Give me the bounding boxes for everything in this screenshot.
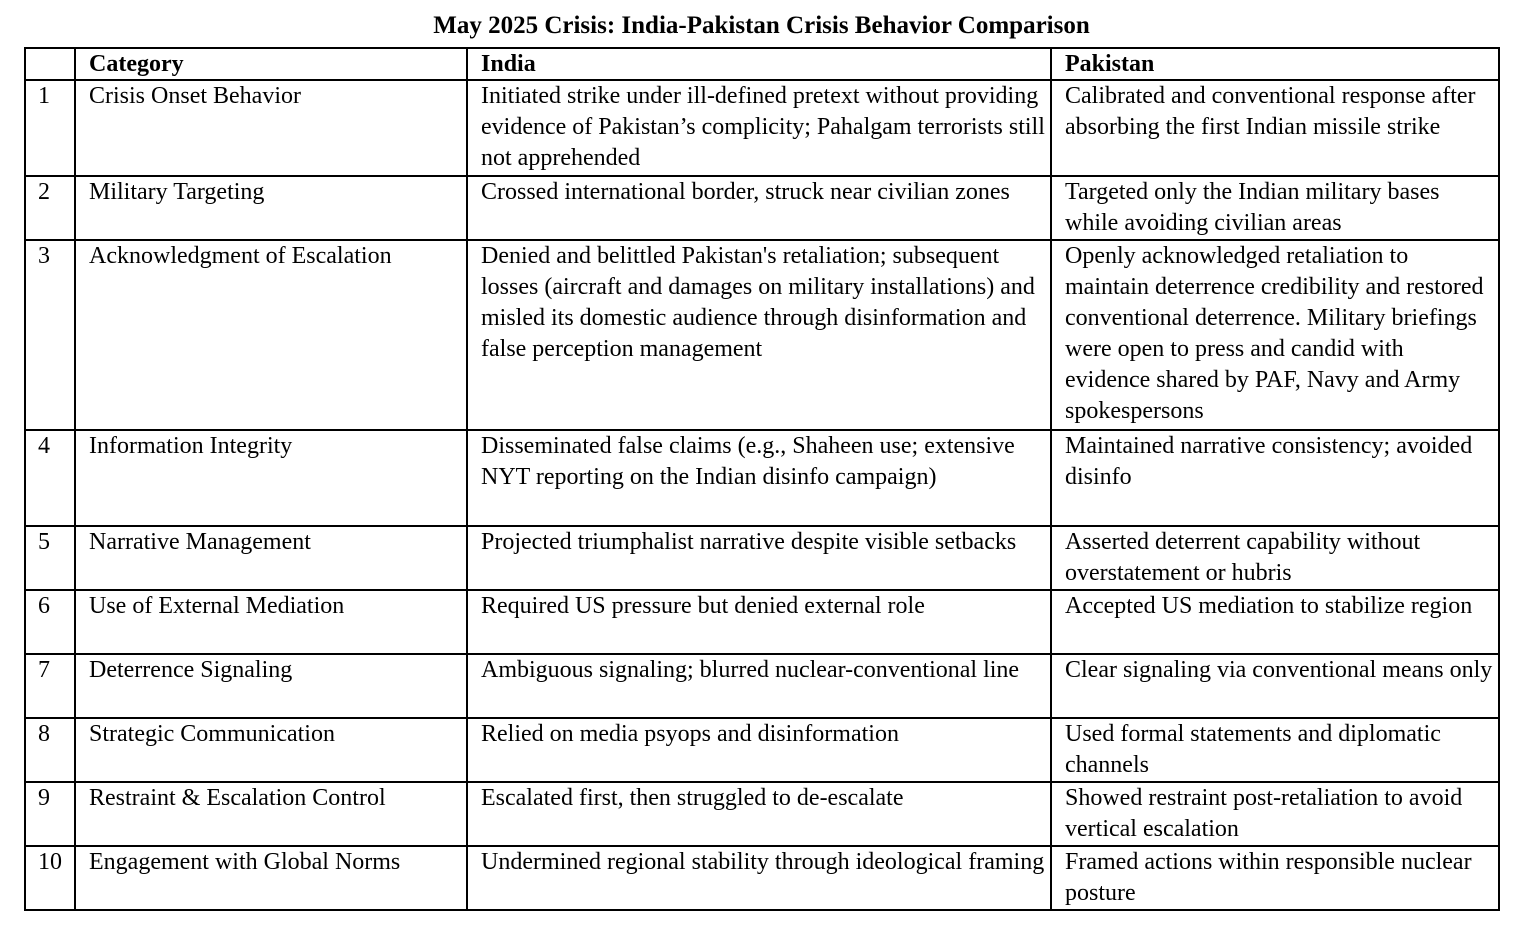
- row-number: 6: [25, 590, 75, 654]
- row-number: 5: [25, 526, 75, 590]
- india-cell: Required US pressure but denied external role: [467, 590, 1051, 654]
- table-row: [25, 654, 1499, 718]
- row-number: 10: [25, 846, 75, 910]
- row-number: 8: [25, 718, 75, 782]
- header-pakistan: Pakistan: [1051, 48, 1499, 80]
- category-cell: Restraint & Escalation Control: [75, 782, 467, 846]
- india-cell: Crossed international border, struck near civilian zones: [467, 176, 1051, 240]
- category-cell: Narrative Management: [75, 526, 467, 590]
- category-cell: Strategic Communication: [75, 718, 467, 782]
- pakistan-cell: Calibrated and conventional response after absorbing the first Indian missile strike: [1051, 80, 1499, 176]
- india-cell: Ambiguous signaling; blurred nuclear-conventional line: [467, 654, 1051, 718]
- row-number: 2: [25, 176, 75, 240]
- table-row: [25, 176, 1499, 240]
- row-number: 9: [25, 782, 75, 846]
- table-row: [25, 590, 1499, 654]
- category-cell: Information Integrity: [75, 430, 467, 526]
- india-cell: Projected triumphalist narrative despite visible setbacks: [467, 526, 1051, 590]
- row-number: 3: [25, 240, 75, 430]
- category-cell: Deterrence Signaling: [75, 654, 467, 718]
- india-cell: Relied on media psyops and disinformation: [467, 718, 1051, 782]
- table-row: [25, 240, 1499, 430]
- india-cell: Escalated first, then struggled to de-escalate: [467, 782, 1051, 846]
- category-cell: Use of External Mediation: [75, 590, 467, 654]
- header-category: Category: [75, 48, 467, 80]
- header-india: India: [467, 48, 1051, 80]
- row-number: 7: [25, 654, 75, 718]
- comparison-table: [24, 47, 1500, 911]
- pakistan-cell: Maintained narrative consistency; avoided disinfo: [1051, 430, 1499, 526]
- pakistan-cell: Accepted US mediation to stabilize region: [1051, 590, 1499, 654]
- india-cell: Denied and belittled Pakistan's retaliation; subsequent losses (aircraft and damages on military installations) and misled its domestic audience through disinformation and false perception management: [467, 240, 1051, 430]
- row-number: 4: [25, 430, 75, 526]
- table-row: [25, 430, 1499, 526]
- india-cell: Undermined regional stability through ideological framing: [467, 846, 1051, 910]
- header-number: [25, 48, 75, 80]
- table-row: [25, 526, 1499, 590]
- pakistan-cell: Framed actions within responsible nuclear posture: [1051, 846, 1499, 910]
- pakistan-cell: Showed restraint post-retaliation to avoid vertical escalation: [1051, 782, 1499, 846]
- header-row: [25, 48, 1499, 80]
- table-row: [25, 718, 1499, 782]
- category-cell: Crisis Onset Behavior: [75, 80, 467, 176]
- table-row: [25, 80, 1499, 176]
- pakistan-cell: Openly acknowledged retaliation to maintain deterrence credibility and restored conventional deterrence. Military briefings were open to press and candid with evidence shared by PAF, Navy and Army spokespersons: [1051, 240, 1499, 430]
- india-cell: Disseminated false claims (e.g., Shaheen use; extensive NYT reporting on the Indian disinfo campaign): [467, 430, 1051, 526]
- row-number: 1: [25, 80, 75, 176]
- pakistan-cell: Clear signaling via conventional means only: [1051, 654, 1499, 718]
- pakistan-cell: Used formal statements and diplomatic channels: [1051, 718, 1499, 782]
- table-title: May 2025 Crisis: India-Pakistan Crisis Behavior Comparison: [433, 12, 1090, 39]
- pakistan-cell: Targeted only the Indian military bases while avoiding civilian areas: [1051, 176, 1499, 240]
- pakistan-cell: Asserted deterrent capability without overstatement or hubris: [1051, 526, 1499, 590]
- category-cell: Engagement with Global Norms: [75, 846, 467, 910]
- table-row: [25, 782, 1499, 846]
- category-cell: Military Targeting: [75, 176, 467, 240]
- india-cell: Initiated strike under ill-defined pretext without providing evidence of Pakistan’s complicity; Pahalgam terrorists still not apprehended: [467, 80, 1051, 176]
- table-row: [25, 846, 1499, 910]
- category-cell: Acknowledgment of Escalation: [75, 240, 467, 430]
